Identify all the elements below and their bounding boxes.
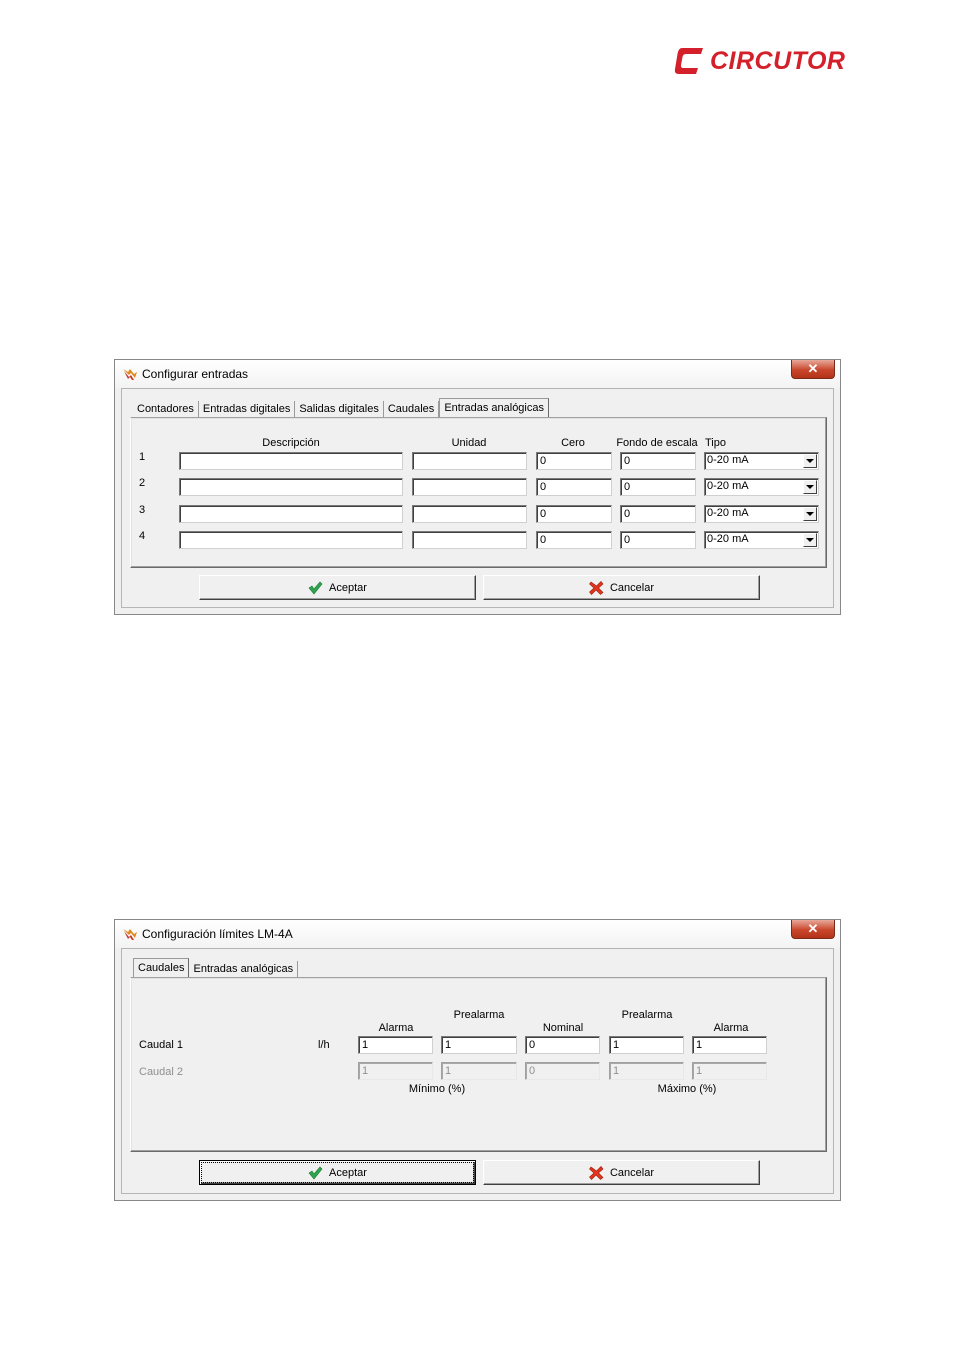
unidad-input[interactable] — [412, 505, 527, 523]
cero-input[interactable]: 0 — [536, 478, 612, 496]
cancel-x-icon — [589, 581, 604, 595]
fondo-escala-input[interactable]: 0 — [620, 478, 696, 496]
row-number: 3 — [139, 504, 146, 516]
circutor-logo — [674, 44, 846, 78]
caudal2-prealarma-max-input: 1 — [609, 1062, 684, 1080]
minimo-label: Mínimo (%) — [408, 1083, 466, 1095]
unidad-input[interactable] — [412, 452, 527, 470]
aceptar-button[interactable] — [199, 575, 476, 600]
circutor-logo-icon — [674, 45, 706, 77]
fondo-escala-input[interactable]: 0 — [620, 505, 696, 523]
unit-label: l/h — [318, 1039, 330, 1051]
tipo-select[interactable] — [704, 452, 819, 470]
caudal-2-label: Caudal 2 — [139, 1066, 184, 1078]
dropdown-arrow-icon[interactable] — [803, 507, 817, 521]
cancelar-button[interactable] — [483, 1160, 760, 1185]
dropdown-arrow-icon[interactable] — [803, 533, 817, 547]
col-header-fondo-escala: Fondo de escala — [616, 437, 698, 449]
circutor-logo-text: CIRCUTOR — [710, 46, 846, 75]
caudal2-alarma-min-input: 1 — [358, 1062, 433, 1080]
col-header-cero: Cero — [561, 437, 585, 449]
caudal-1-label: Caudal 1 — [139, 1039, 184, 1051]
caudal2-prealarma-min-input: 1 — [441, 1062, 517, 1080]
tab-contadores[interactable]: Contadores — [133, 401, 199, 418]
caudal1-nominal-input[interactable]: 0 — [525, 1036, 600, 1054]
close-icon: ✕ — [807, 361, 819, 376]
aceptar-label: Aceptar — [329, 1166, 367, 1179]
cancel-x-icon — [589, 1166, 604, 1180]
cancelar-button[interactable] — [483, 575, 760, 600]
row-number: 1 — [139, 451, 146, 463]
app-icon — [122, 926, 138, 942]
tipo-select[interactable] — [704, 531, 819, 549]
header-prealarma-right: Prealarma — [621, 1009, 673, 1021]
header-prealarma-left: Prealarma — [453, 1009, 505, 1021]
close-button[interactable] — [791, 920, 835, 939]
app-icon — [122, 366, 138, 382]
unidad-input[interactable] — [412, 531, 527, 549]
col-header-unidad: Unidad — [451, 437, 487, 449]
fondo-escala-input[interactable]: 0 — [620, 452, 696, 470]
aceptar-button[interactable] — [199, 1160, 476, 1185]
caudal1-alarma-max-input[interactable]: 1 — [692, 1036, 767, 1054]
tab-caudales[interactable]: Caudales — [384, 401, 439, 418]
tab-entradas-analogicas[interactable]: Entradas analógicas — [189, 961, 298, 978]
tab-entradas-digitales[interactable]: Entradas digitales — [199, 401, 295, 418]
caudal1-alarma-min-input[interactable]: 1 — [358, 1036, 433, 1054]
descripcion-input[interactable] — [179, 452, 403, 470]
tab-caudales[interactable]: Caudales — [133, 958, 189, 979]
maximo-label: Máximo (%) — [657, 1083, 717, 1095]
row-number: 4 — [139, 530, 146, 542]
caudal1-prealarma-max-input[interactable]: 1 — [609, 1036, 684, 1054]
checkmark-icon — [308, 581, 323, 595]
descripcion-input[interactable] — [179, 531, 403, 549]
cero-input[interactable]: 0 — [536, 452, 612, 470]
checkmark-icon — [308, 1166, 323, 1180]
cancelar-label: Cancelar — [609, 1166, 655, 1179]
row-number: 2 — [139, 477, 146, 489]
dialog-title: Configurar entradas — [142, 367, 249, 381]
header-nominal: Nominal — [542, 1022, 584, 1034]
descripcion-input[interactable] — [179, 478, 403, 496]
close-icon: ✕ — [807, 921, 819, 936]
tab-strip — [133, 398, 549, 418]
fondo-escala-input[interactable]: 0 — [620, 531, 696, 549]
dropdown-arrow-icon[interactable] — [803, 480, 817, 494]
aceptar-label: Aceptar — [329, 581, 367, 594]
tipo-select[interactable] — [704, 478, 819, 496]
tab-strip — [133, 958, 298, 978]
cancelar-label: Cancelar — [609, 581, 655, 594]
tipo-value: 0-20 mA — [707, 507, 749, 519]
unidad-input[interactable] — [412, 478, 527, 496]
header-alarma-left: Alarma — [378, 1022, 414, 1034]
tab-entradas-analogicas[interactable]: Entradas analógicas — [439, 398, 549, 419]
title-bar — [115, 920, 840, 948]
dialog-title: Configuración límites LM-4A — [142, 927, 293, 941]
tipo-value: 0-20 mA — [707, 533, 749, 545]
tipo-value: 0-20 mA — [707, 454, 749, 466]
caudal1-prealarma-min-input[interactable]: 1 — [441, 1036, 517, 1054]
header-alarma-right: Alarma — [713, 1022, 749, 1034]
caudal2-alarma-max-input: 1 — [692, 1062, 767, 1080]
tipo-select[interactable] — [704, 505, 819, 523]
cero-input[interactable]: 0 — [536, 531, 612, 549]
tab-salidas-digitales[interactable]: Salidas digitales — [295, 401, 384, 418]
title-bar — [115, 360, 840, 388]
caudal2-nominal-input: 0 — [525, 1062, 600, 1080]
tipo-value: 0-20 mA — [707, 480, 749, 492]
cero-input[interactable]: 0 — [536, 505, 612, 523]
dropdown-arrow-icon[interactable] — [803, 454, 817, 468]
close-button[interactable] — [791, 360, 835, 379]
descripcion-input[interactable] — [179, 505, 403, 523]
col-header-tipo: Tipo — [705, 437, 726, 449]
col-header-descripcion: Descripción — [262, 437, 320, 449]
